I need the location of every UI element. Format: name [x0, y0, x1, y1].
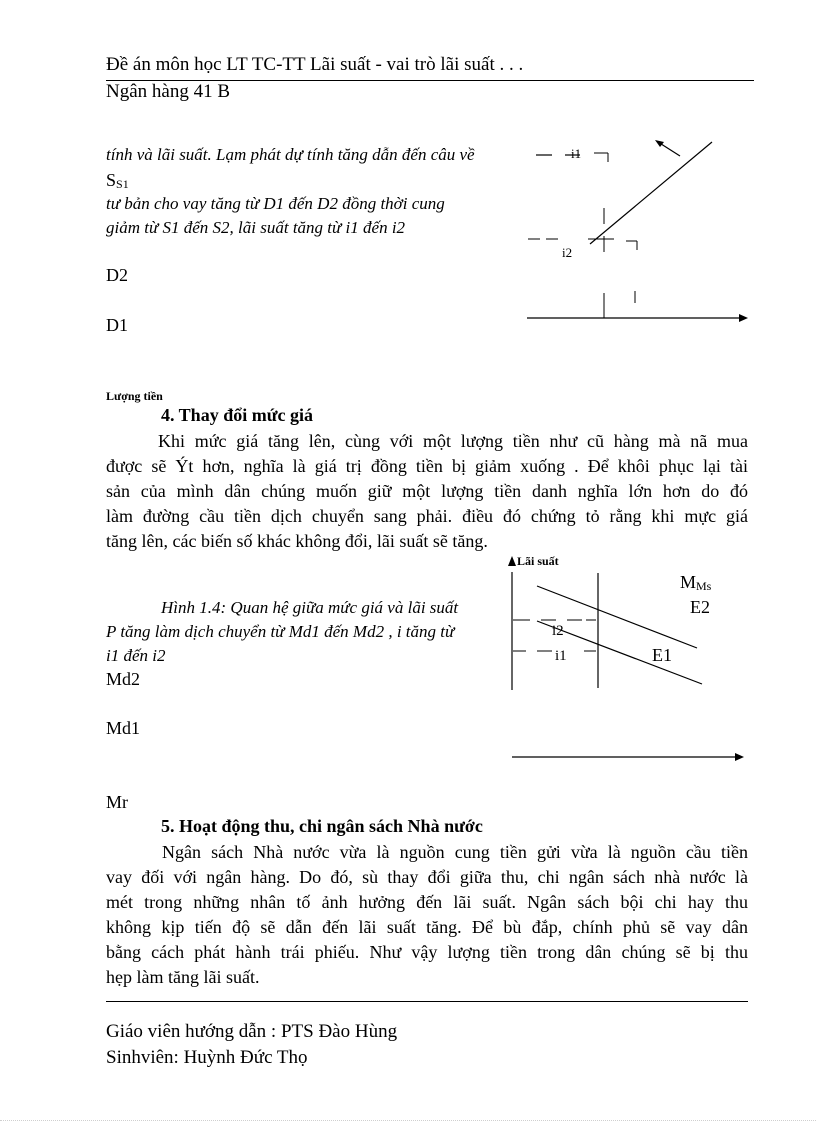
footer-advisor: Giáo viên hướng dẫn : PTS Đào Hùng	[106, 1021, 398, 1042]
fig2-label-ms: $M_{Ms}$	[680, 572, 712, 593]
section-5-paragraph	[106, 840, 748, 990]
paragraph-line: được sẽ Ýt hơn, nghĩa là giá trị đồng tiền bị giảm xuống . Để khôi phục lại tài	[106, 456, 748, 476]
fig1-label-i2: i2	[562, 245, 573, 260]
page-edge	[0, 1120, 816, 1121]
fig2-label-e1: E1	[652, 645, 672, 665]
fig1-label-d1: D1	[106, 315, 128, 335]
paragraph-line: Ngân sách Nhà nước vừa là nguồn cung tiền gửi vừa là nguồn cầu tiền	[162, 842, 748, 862]
fig2-caption-line: P tăng làm dịch chuyển từ Md1 đến Md2 , i tăng từ	[106, 622, 455, 641]
fig2-label-i2: i2	[552, 623, 564, 639]
section-4-heading: 4. Thay đổi mức giá	[161, 405, 313, 425]
paragraph-line: bằng cách phát hành trái phiếu. Như vậy lượng tiền trong dân chúng sẽ bị thu	[106, 942, 748, 962]
fig2-caption-line: Hình 1.4: Quan hệ giữa mức giá và lãi suất	[161, 598, 459, 617]
fig1-label-s1-text: S1	[116, 177, 129, 191]
fig2-label-mr: Mr	[106, 792, 128, 812]
fig2-y-axis-arrow	[508, 556, 516, 566]
fig1-text-line: tư bản cho vay tăng từ D1 đến D2 đồng thời cung	[106, 194, 445, 213]
section-5-heading: 5. Hoạt động thu, chi ngân sách Nhà nước	[161, 816, 483, 836]
header-subtitle: Ngân hàng 41 B	[106, 81, 231, 102]
fig2-axis-label: Lãi suất	[517, 554, 559, 568]
paragraph-line: không kịp tiến độ sẽ dẫn đến lãi suất tăng. Để bù đắp, chính phủ sẽ vay dân	[106, 917, 748, 937]
fig2-caption-line: i1 đến i2	[106, 646, 166, 665]
fig2-label-md1: Md1	[106, 718, 141, 738]
header-title: Đề án môn học LT TC-TT Lãi suất - vai trò lãi suất . . .	[106, 54, 524, 75]
paragraph-line: tăng lên, các biến số khác không đổi, lãi suất sẽ tăng.	[106, 531, 488, 551]
fig1-label-d2: D2	[106, 265, 128, 285]
fig1-label-s1: $S_{S1}$	[106, 170, 129, 191]
paragraph-line: Khi mức giá tăng lên, cùng với một lượng tiền như cũ hàng mà nã mua	[158, 431, 748, 451]
fig2-label-i1: i1	[555, 648, 567, 664]
fig2-x-axis-arrow	[735, 753, 744, 761]
fig2-label-ms-text: Ms	[696, 579, 712, 593]
fig1-label-i1: i1	[571, 146, 582, 161]
footer-student: Sinhviên: Huỳnh Đức Thọ	[106, 1047, 308, 1068]
paragraph-line: hẹp làm tăng lãi suất.	[106, 967, 260, 987]
paragraph-line: sản của mình dân chúng muốn giữ một lượng tiền danh nghĩa lớn hơn do đó	[106, 481, 748, 501]
footer-rule	[106, 1001, 748, 1002]
fig1-label-quantity: Lượng tiền	[106, 389, 163, 403]
fig2-label-md2: Md2	[106, 669, 141, 689]
paragraph-line: làm đường cầu tiền dịch chuyển sang phải. điều đó chứng tỏ rằng khi mực giá	[106, 506, 748, 526]
fig2-label-e2: E2	[690, 597, 710, 617]
paragraph-line: mét trong những nhân tố ảnh hưởng đến lãi suất. Ngân sách bội chi hay thu	[106, 892, 748, 912]
fig1-text-line: giảm từ S1 đến S2, lãi suất tăng từ i1 đến i2	[106, 218, 406, 237]
fig1-text-line: tính và lãi suất. Lạm phát dự tính tăng dẫn đến câu về	[106, 145, 475, 164]
paragraph-line: vay đối với ngân hàng. Do đó, sù thay đổi giữa thu, chi ngân sách nhà nước là	[106, 867, 748, 887]
